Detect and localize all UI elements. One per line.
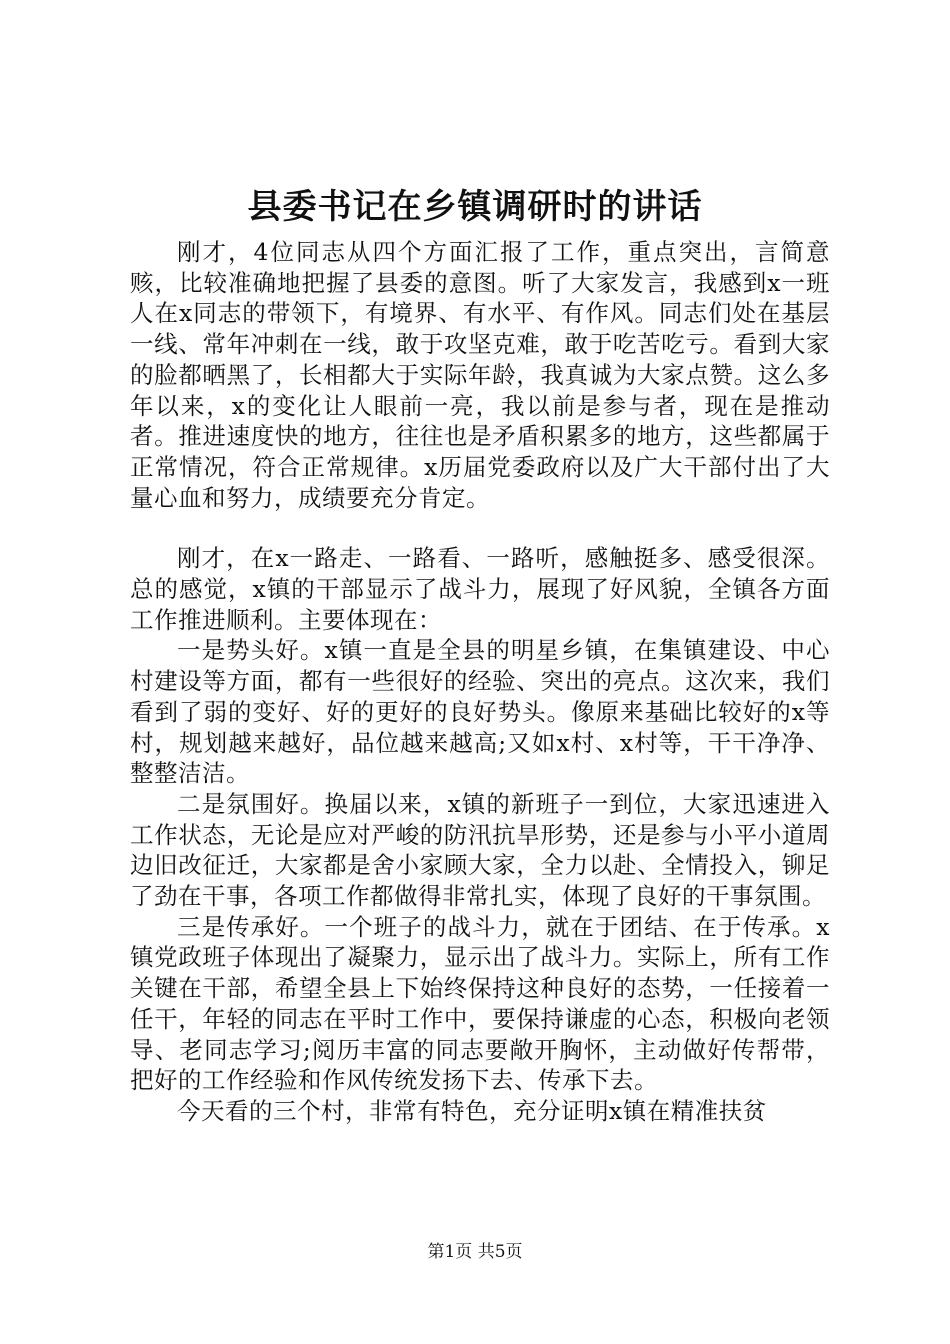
paragraph-1: 刚才，4位同志从四个方面汇报了工作，重点突出，言简意赅，比较准确地把握了县委的意图。听了大家发言，我感到x一班人在x同志的带领下，有境界、有水平、有作风。同志们处在基层一线、常年冲刺在一线，敢于攻坚克难，敢于吃苦吃亏。看到大家的脸都晒黑了，长相都大于实际年龄，我真诚为大家点赞。这么多年以来，x的变化让人眼前一亮，我以前是参与者，现在是推动者。推进速度快的地方，往往也是矛盾积累多的地方，这些都属于正常情况，符合正常规律。x历届党委政府以及广大干部付出了大量心血和努力，成绩要充分肯定。 <box>130 238 830 512</box>
paragraph-spacer <box>130 513 830 543</box>
document-title: 县委书记在乡镇调研时的讲话 <box>247 187 703 227</box>
paragraph-2: 刚才，在x一路走、一路看、一路听，感触挺多、感受很深。总的感觉，x镇的干部显示了战斗力，展现了好风貌，全镇各方面工作推进顺利。主要体现在： <box>130 544 830 634</box>
paragraph-4: 二是氛围好。换届以来，x镇的新班子一到位，大家迅速进入工作状态，无论是应对严峻的防汛抗旱形势，还是参与小平小道周边旧改征迁，大家都是舍小家顾大家，全力以赴、全情投入，铆足了劲在干事，各项工作都做得非常扎实，体现了良好的干事氛围。 <box>130 789 830 911</box>
paragraph-6: 今天看的三个村，非常有特色，充分证明x镇在精准扶贫 <box>177 1096 767 1125</box>
paragraph-5: 三是传承好。一个班子的战斗力，就在于团结、在于传承。x镇党政班子体现出了凝聚力，显示出了战斗力。实际上，所有工作关键在干部，希望全县上下始终保持这种良好的态势，一任接着一任干，年轻的同志在平时工作中，要保持谦虚的心态，积极向老领导、老同志学习;阅历丰富的同志要敞开胸怀，主动做好传帮带，把好的工作经验和作风传统发扬下去、传承下去。 <box>130 912 830 1095</box>
paragraph-3: 一是势头好。x镇一直是全县的明星乡镇，在集镇建设、中心村建设等方面，都有一些很好的经验、突出的亮点。这次来，我们看到了弱的变好、好的更好的良好势头。像原来基础比较好的x等村，规划越来越好，品位越来越高;又如x村、x村等，干干净净、整整洁洁。 <box>130 636 830 788</box>
document-body <box>130 237 830 1127</box>
page-number-footer: 第1页 共5页 <box>427 1242 523 1262</box>
